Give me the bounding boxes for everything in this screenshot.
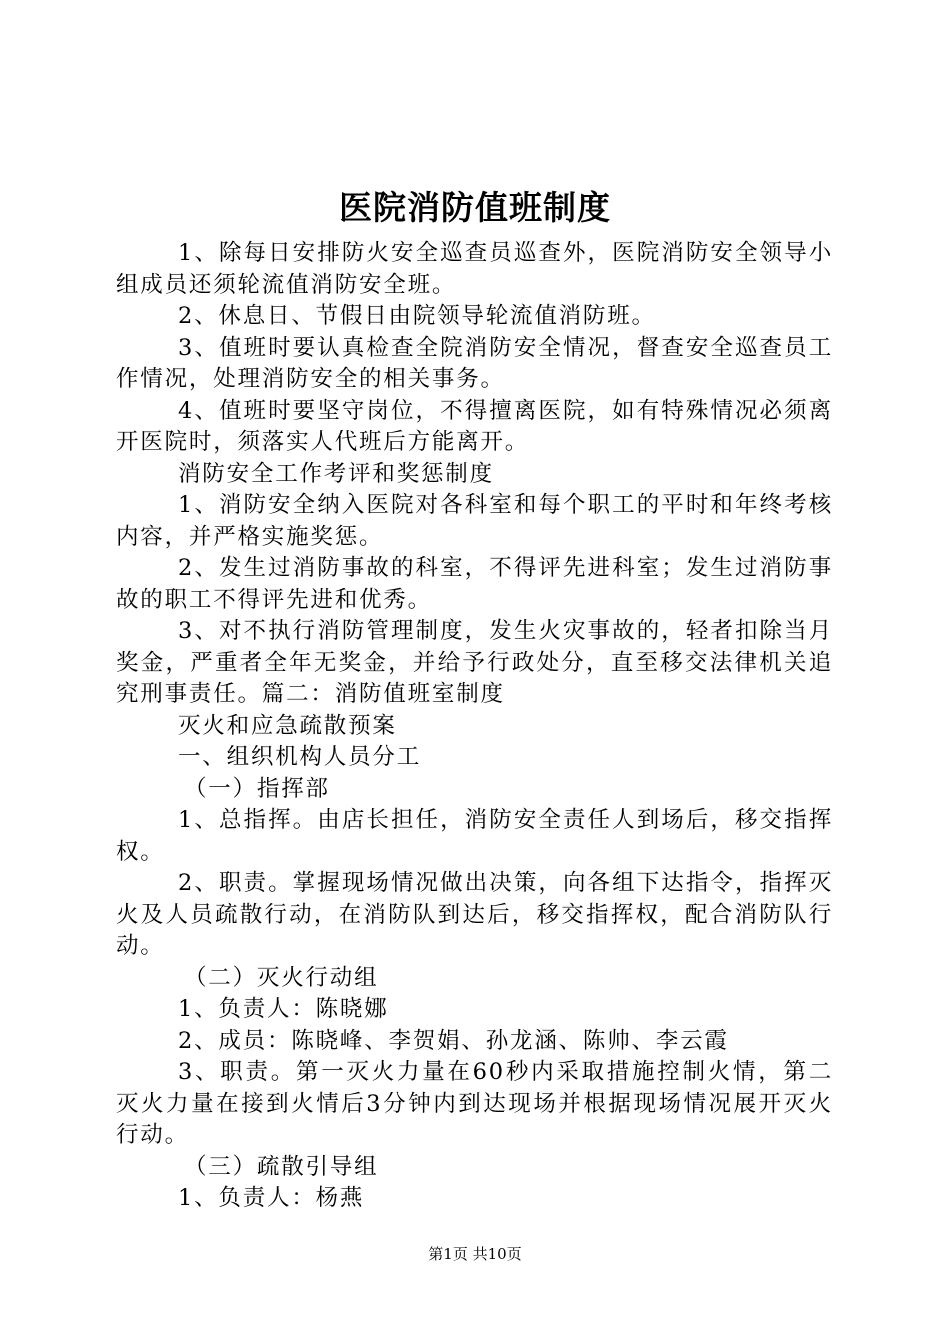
subsection-heading: （二）灭火行动组: [184, 964, 379, 991]
paragraph: 1、负责人：陈晓娜: [178, 996, 389, 1022]
document-body: [116, 238, 833, 1215]
document-title: 医院消防值班制度: [339, 188, 611, 227]
paragraph: 4、值班时要坚守岗位，不得擅离医院，如有特殊情况必须离开医院时，须落实人代班后方能离开。: [116, 397, 833, 455]
section-heading: 灭火和应急疏散预案: [178, 712, 397, 739]
subsection-heading: （三）疏散引导组: [184, 1153, 379, 1180]
paragraph: 2、发生过消防事故的科室，不得评先进科室；发生过消防事故的职工不得评先进和优秀。: [116, 555, 833, 613]
paragraph: 2、休息日、节假日由院领导轮流值消防班。: [178, 303, 656, 329]
page-number-footer: 第1页 共10页: [428, 1245, 522, 1263]
subsection-heading: （一）指挥部: [184, 775, 330, 802]
paragraph: 2、成员：陈晓峰、李贺娟、孙龙涵、陈帅、李云霞: [178, 1027, 729, 1054]
section-heading: 消防安全工作考评和奖惩制度: [178, 460, 494, 487]
paragraph: 1、负责人：杨燕: [178, 1185, 365, 1211]
paragraph: 1、总指挥。由店长担任，消防安全责任人到场后，移交指挥权。: [116, 807, 833, 865]
paragraph: 3、对不执行消防管理制度，发生火灾事故的，轻者扣除当月奖金，严重者全年无奖金，并给予行政处分，直至移交法律机关追究刑事责任。篇二：消防值班室制度: [116, 618, 833, 707]
section-heading: 一、组织机构人员分工: [178, 744, 422, 770]
paragraph: 3、职责。第一灭火力量在60秒内采取措施控制火情，第二灭火力量在接到火情后3分钟内到达现场并根据现场情况展开灭火行动。: [116, 1059, 833, 1148]
paragraph: 2、职责。掌握现场情况做出决策，向各组下达指令，指挥灭火及人员疏散行动，在消防队到达后，移交指挥权，配合消防队行动。: [116, 870, 833, 959]
paragraph: 3、值班时要认真检查全院消防安全情况，督查安全巡查员工作情况，处理消防安全的相关事务。: [116, 334, 833, 392]
paragraph: 1、除每日安排防火安全巡查员巡查外，医院消防安全领导小组成员还须轮流值消防安全班。: [116, 240, 833, 298]
paragraph: 1、消防安全纳入医院对各科室和每个职工的平时和年终考核内容，并严格实施奖惩。: [116, 492, 833, 550]
